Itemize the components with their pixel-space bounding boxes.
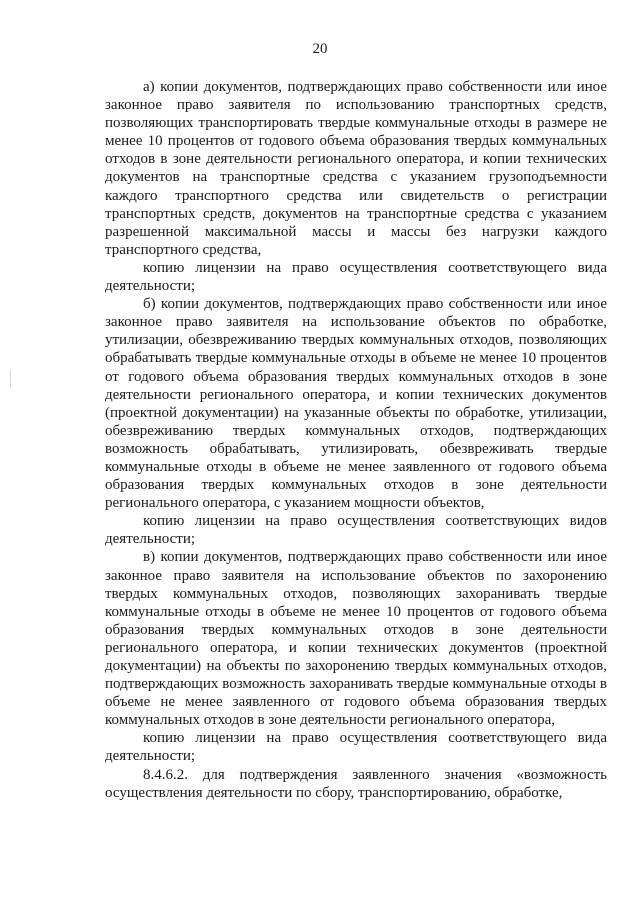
document-body — [105, 78, 607, 802]
paragraph-license-a: копию лицензии на право осуществления соответствующего вида деятельности; — [105, 259, 607, 295]
paragraph-item-b: б) копии документов, подтверждающих право собственности или иное законное право заявителя на использование объектов по обработке, утилизации, обезвреживанию твердых коммунальных отходов, позволяющих обрабатывать твердые коммунальные отходы в объеме не менее 10 процентов от годового объема образования твердых коммунальных отходов в зоне деятельности регионального оператора, и копии технических документов (проектной документации) на указанные объекты по обработке, утилизации, обезвреживанию твердых коммунальных отходов, подтверждающих возможность обрабатывать, утилизировать, обезвреживать твердые коммунальные отходы в объеме не менее заявленного от годового объема образования твердых коммунальных отходов в зоне деятельности регионального оператора, с указанием мощности объектов, — [105, 296, 607, 512]
paragraph-item-v: в) копии документов, подтверждающих право собственности или иное законное право заявителя на использование объектов по захоронению твердых коммунальных отходов, позволяющих захоранивать твердые коммунальные отходы в объеме не менее 10 процентов от годового объема образования твердых коммунальных отходов в зоне деятельности регионального оператора, и копии технических документов (проектной документации) на объекты по захоронению твердых коммунальных отходов, подтверждающих возможность захоранивать твердые коммунальные отходы в объеме не менее заявленного от годового объема образования твердых коммунальных отходов в зоне деятельности регионального оператора, — [105, 549, 607, 729]
paragraph-license-b: копию лицензии на право осуществления соответствующих видов деятельности; — [105, 513, 607, 548]
page-number: 20 — [312, 41, 328, 57]
paragraph-section-8-4-6-2: 8.4.6.2. для подтверждения заявленного значения «возможность осуществления деятельности по сбору, транспортированию, обработке, — [105, 766, 607, 801]
scan-margin-mark — [10, 370, 11, 388]
paragraph-item-a: а) копии документов, подтверждающих право собственности или иное законное право заявителя по использованию транспортных средств, позволяющих транспортировать твердые коммунальные отходы в размере не менее 10 процентов от годового объема образования твердых коммунальных отходов в зоне деятельности регионального оператора, и копии технических документов на транспортные средства с указанием грузоподъемности каждого транспортного средства или свидетельств о регистрации транспортных средств, документов на транспортные средства с указанием разрешенной максимальной массы и массы без нагрузки каждого транспортного средства, — [105, 79, 607, 258]
paragraph-license-v: копию лицензии на право осуществления соответствующего вида деятельности; — [105, 730, 607, 765]
